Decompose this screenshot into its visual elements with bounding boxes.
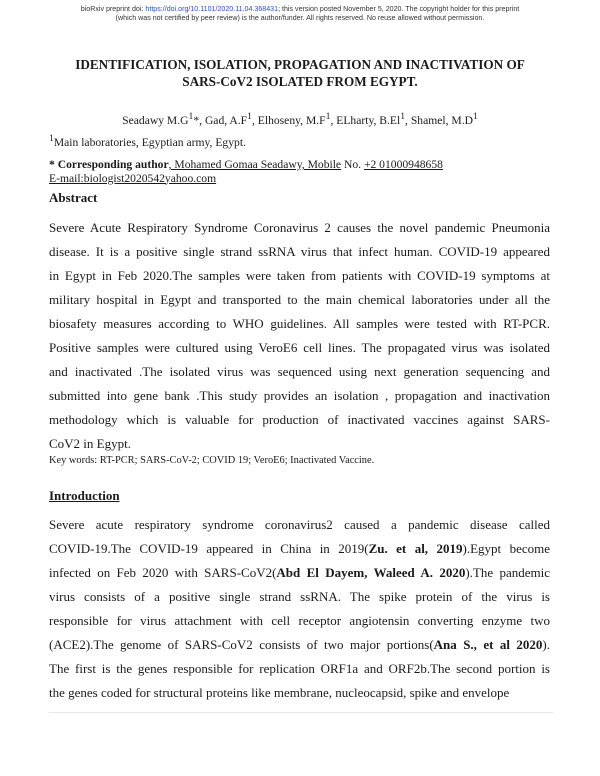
abstract-line: in Egypt in Feb 2020.The samples were taken from patients with COVID-19 symptoms at — [49, 268, 550, 283]
text-run: ).Egypt become — [462, 541, 550, 556]
text-run: COVID-19.The COVID-19 appeared in China in 2019( — [49, 541, 369, 556]
preprint-line-2: (which was not certified by peer review) is the author/funder. All rights reserved. No reuse allowed without permission. — [115, 14, 485, 22]
affiliation-text: Main laboratories, Egyptian army, Egypt. — [53, 135, 246, 149]
author-name: *, Gad, A.F — [193, 113, 248, 127]
introduction-line — [49, 561, 550, 585]
page-divider — [49, 712, 553, 713]
abstract-line: methodology which is valuable for production of inactivated vaccines against SARS- — [49, 412, 550, 427]
abstract-line: military hospital in Egypt and transported to the main chemical laboratories under all the — [49, 292, 550, 307]
preprint-line-1 — [0, 5, 600, 14]
text-run: virus consists of a positive single strand ssRNA. The spike protein of the virus is — [49, 589, 550, 604]
author-affil-sup: 1 — [473, 111, 478, 122]
author-affil-sup: 1 — [400, 111, 406, 122]
abstract-line: submitted into gene bank .This study provides an isolation , propagation and inactivation — [49, 388, 550, 403]
introduction-heading: Introduction — [49, 488, 120, 503]
corresponding-label: * Corresponding author — [49, 158, 169, 171]
author-name: , Shamel, M.D — [405, 113, 473, 127]
affiliation — [49, 133, 246, 149]
author-affil-sup: 1 — [247, 111, 252, 122]
paper-title — [40, 56, 560, 90]
author-name: Seadawy M.G — [122, 113, 189, 127]
corresponding-author — [49, 158, 443, 185]
preprint-prefix: bioRxiv preprint doi: — [80, 5, 146, 13]
title-line: SARS-CoV2 ISOLATED FROM EGYPT. — [182, 74, 418, 89]
citation: Abd El Dayem, Waleed A. 2020 — [276, 565, 466, 580]
introduction-line — [49, 681, 550, 705]
abstract-line: disease. It is a positive single strand ssRNA virus that infect human. COVID-19 appeared — [49, 244, 550, 259]
abstract-line: and inactivated .The isolated virus was sequenced using next generation sequencing and — [49, 364, 550, 379]
text-run: The first is the genes responsible for replication ORF1a and ORF2b.The second portion is — [49, 661, 550, 676]
abstract-line: Positive samples were cultured using VeroE6 cell lines. The propagated virus was isolated — [49, 340, 550, 355]
text-run: infected on Feb 2020 with SARS-CoV2( — [49, 565, 277, 580]
text-run: the genes coded for structural proteins like membrane, nucleocapsid, spike and envelope — [49, 685, 510, 700]
preprint-notice — [0, 5, 600, 23]
affiliation-sup: 1 — [49, 133, 54, 144]
abstract-line: biosafety measures according to WHO guidelines. All samples were tested with RT-PCR. — [49, 316, 550, 331]
introduction-paragraph — [49, 513, 550, 705]
introduction-line — [49, 513, 550, 537]
keywords: Key words: RT-PCR; SARS-CoV-2; COVID 19; VeroE6; Inactivated Vaccine. — [49, 455, 375, 466]
email-address: E-mail:biologist2020542yahoo.com — [49, 171, 217, 185]
abstract-paragraph — [49, 216, 550, 456]
preprint-suffix: ; this version posted November 5, 2020. The copyright holder for this preprint — [278, 5, 520, 13]
author-list — [0, 111, 600, 127]
introduction-line — [49, 633, 550, 657]
corresponding-line — [49, 158, 443, 172]
abstract-line: CoV2 in Egypt. — [49, 436, 131, 451]
text-run: Severe acute respiratory syndrome coronavirus2 caused a pandemic disease called — [49, 517, 550, 532]
phone-label: No. — [341, 158, 364, 171]
citation: Zu. et al, 2019 — [368, 541, 463, 556]
abstract-heading: Abstract — [49, 190, 98, 205]
corresponding-name: , Mohamed Gomaa Seadawy, Mobile — [168, 158, 342, 171]
citation: Ana S., et al 2020 — [433, 637, 543, 652]
author-name: , Elhoseny, M.F — [251, 113, 326, 127]
introduction-line — [49, 537, 550, 561]
abstract-line: Severe Acute Respiratory Syndrome Coronavirus 2 causes the novel pandemic Pneumonia — [49, 220, 550, 235]
title-line: IDENTIFICATION, ISOLATION, PROPAGATION AND INACTIVATION OF — [75, 57, 525, 72]
introduction-line — [49, 657, 550, 681]
phone-number: +2 01000948658 — [363, 158, 443, 171]
author-name: , ELharty, B.El — [330, 113, 401, 127]
author-affil-sup: 1 — [325, 111, 331, 122]
introduction-line — [49, 609, 550, 633]
introduction-line — [49, 585, 550, 609]
text-run: (ACE2).The genome of SARS-CoV2 consists of two major portions( — [49, 637, 434, 652]
doi-link[interactable]: https://doi.org/10.1101/2020.11.04.368431 — [145, 5, 279, 13]
text-run: ).The pandemic — [465, 565, 551, 580]
author-affil-sup: 1 — [188, 111, 194, 122]
text-run: responsible for virus attachment with cell receptor angiotensin converting enzyme two — [49, 613, 550, 628]
text-run: ). — [542, 637, 550, 652]
